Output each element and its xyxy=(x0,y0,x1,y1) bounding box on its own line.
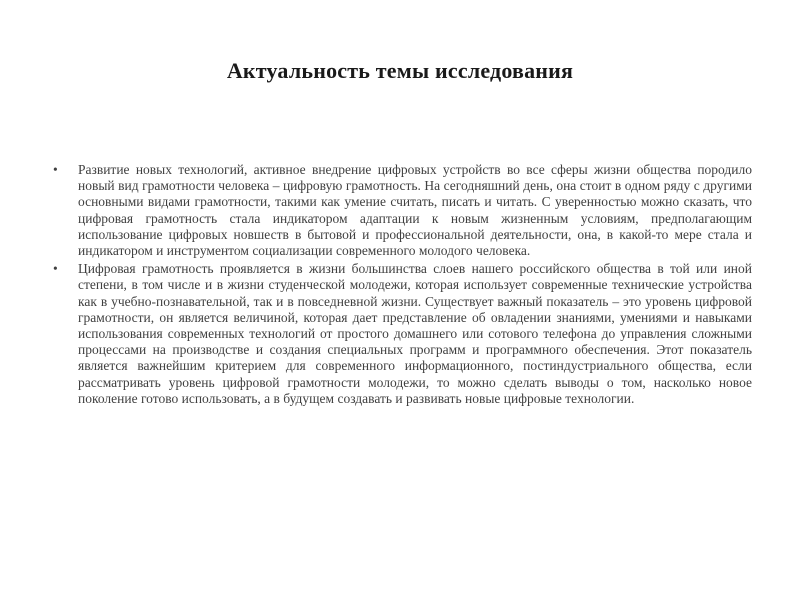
bullet-item xyxy=(50,261,752,407)
bullet-item xyxy=(50,162,752,259)
slide-title: Актуальность темы исследования xyxy=(226,58,574,83)
bullet-marker: • xyxy=(53,261,58,277)
bullet-text: Цифровая грамотность проявляется в жизни большинства слоев нашего российского общества в той или иной степени, в том числе и в жизни студенческой молодежи, которая использует современные технические устройства как в учебно-познавательной, так и в повседневной жизни. Существует важный показатель – это уровень цифровой грамотности, он является величиной, которая дает представление об овладении знаниями, умениями и навыками использования современных технологий от простого домашнего или сотового телефона до управления сложными процессами на производстве и создания специальных программ и программного обеспечения. Этот показатель является важнейшим критерием для современного информационного, постиндустриального общества, если рассматривать уровень цифровой грамотности молодежи, то можно сделать выводы о том, насколько новое поколение готово использовать, а в будущем создавать и развивать новые цифровые технологии. xyxy=(78,261,752,406)
bullet-list xyxy=(50,162,752,409)
bullet-marker: • xyxy=(53,162,58,177)
bullet-text: Развитие новых технологий, активное внедрение цифровых устройств во все сферы жизни общества породило новый вид грамотности человека – цифровую грамотность. На сегодняшний день, она стоит в одном ряду с другими основными видами грамотности, такими как умение считать, писать и читать. С уверенностью можно сказать, что цифровая грамотность стала индикатором адаптации к новым жизненным условиям, предполагающим использование цифровых новшеств в бытовой и профессиональной деятельности, она, в какой-то мере стала и индикатором и инструментом социализации современного молодого человека. xyxy=(78,162,752,259)
